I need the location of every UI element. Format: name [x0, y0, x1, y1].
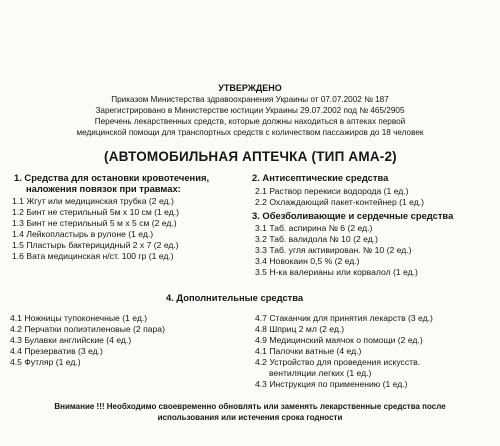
header-order-line: Приказом Министерства здравоохранения Украины от 07.07.2002 № 187 — [111, 95, 389, 104]
list-item: 4.3 Булавки английские (4 ед.) — [10, 335, 132, 345]
document-title: (АВТОМОБИЛЬНАЯ АПТЕЧКА (ТИП АМА-2) — [104, 149, 397, 164]
list-item: 2.2 Охлаждающий пакет-контейнер (1 ед.) — [255, 197, 425, 207]
header-list-line-1: Перечень лекарственных средств, которые должны находиться в аптеках первой — [94, 117, 406, 126]
warning-note-cont: использования или истечения срока годности — [157, 413, 343, 422]
list-item: 3.5 Н-ка валерианы или корвалол (1 ед.) — [255, 267, 418, 277]
list-item: 4.5 Футляр (1 ед.) — [10, 357, 81, 367]
list-item: 4.8 Шприц 2 мл (2 ед.) — [255, 324, 345, 334]
list-item: 4.1 Ножницы тупоконечные (1 ед.) — [10, 313, 148, 323]
list-item: 4.2 Перчатки полиэтиленовые (2 пара) — [10, 324, 165, 334]
list-item: 3.3 Таб. угля активирован. № 10 (2 ед.) — [255, 245, 412, 255]
list-item: 1.3 Бинт не стерильный 5 м х 5 см (2 ед.) — [12, 218, 177, 228]
list-item: 4.4 Презерватив (3 ед.) — [10, 346, 103, 356]
list-item: 3.4 Новокаин 0,5 % (2 ед.) — [255, 256, 360, 266]
warning-note: Внимание !!! Необходимо своевременно обновлять или заменять лекарственные средства после — [54, 402, 446, 411]
list-item: 4.3 Инструкция по применению (1 ед.) — [255, 379, 408, 389]
list-item: 1.2 Бинт не стерильный 5м х 10 см (1 ед.) — [12, 207, 180, 217]
list-item: 4.9 Медицинский маячок о помощи (2 ед.) — [255, 335, 423, 345]
section-2-heading: 2. Антисептические средства — [252, 172, 389, 183]
list-item: 1.5 Пластырь бактерицидный 2 х 7 (2 ед.) — [12, 240, 179, 250]
list-item: 4.2 Устройство для проведения искусств. — [255, 357, 421, 367]
list-item: 4.1 Палочки ватные (4 ед.) — [255, 346, 362, 356]
list-item: 1.6 Вата медицинская н/ст. 100 гр (1 ед.) — [12, 251, 174, 261]
section-4-heading: 4. Дополнительные средства — [166, 292, 304, 303]
header-registration-line: Зарегистрировано в Министерстве юстиции Украины 29.07.2002 под № 465/2905 — [95, 106, 405, 115]
section-3-heading: 3. Обезболивающие и сердечные средства — [252, 210, 454, 221]
list-item: 4.7 Стаканчик для принятия лекарств (3 ед.) — [255, 313, 433, 323]
header-list-line-2: медицинской помощи для транспортных средств с количеством пассажиров до 18 человек — [76, 128, 424, 137]
list-item-continuation: вентиляции легких (1 ед.) — [269, 368, 372, 378]
list-item: 3.1 Таб. аспирина № 6 (2 ед.) — [255, 223, 373, 233]
list-item: 2.1 Раствор перекиси водорода (1 ед.) — [255, 186, 409, 196]
approved-heading: УТВЕРЖДЕНО — [218, 83, 282, 93]
list-item: 1.1 Жгут или медицинская трубка (2 ед.) — [12, 196, 174, 206]
section-1-heading-cont: наложения повязок при травмах: — [26, 183, 181, 194]
section-1-heading: 1. Средства для остановки кровотечения, — [14, 172, 210, 183]
list-item: 1.4 Лейкопластырь в рулоне (1 ед.) — [12, 229, 154, 239]
list-item: 3.2 Таб. валидола № 10 (2 ед.) — [255, 234, 378, 244]
